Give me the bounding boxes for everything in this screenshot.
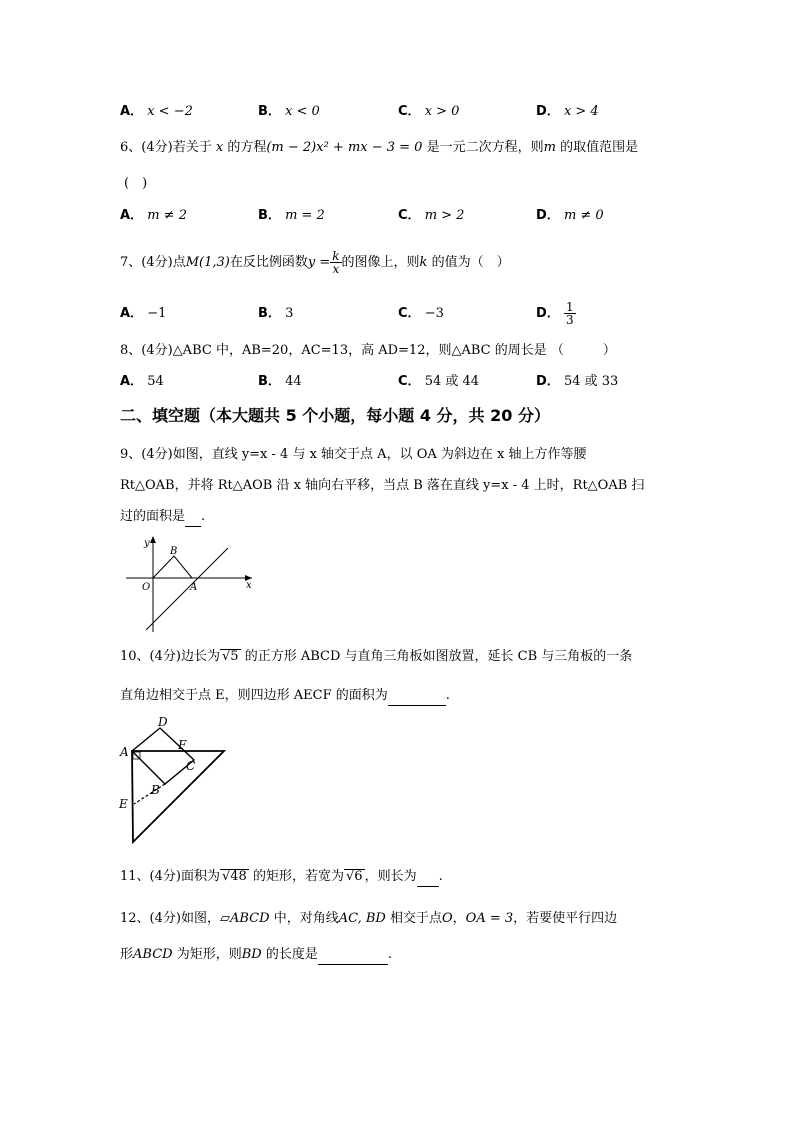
q9-y-arrow	[150, 536, 156, 543]
q11-sqrt-48: √48	[221, 869, 247, 884]
q10-label-f: F	[178, 738, 187, 752]
q12-answer-blank[interactable]	[318, 946, 388, 965]
q9-line3: 过的面积是 .	[120, 508, 205, 527]
q5-option-a: A． x < −2	[120, 104, 193, 119]
q9-figure	[120, 532, 260, 636]
q6-option-d: D． m ≠ 0	[536, 208, 604, 223]
q5-option-b: B． x < 0	[258, 104, 320, 119]
q10-label-b: B	[151, 783, 160, 797]
q9-label-o: O	[142, 582, 151, 593]
q10-label-a: A	[120, 745, 129, 759]
q5-option-c: C． x > 0	[398, 104, 460, 119]
q11-sqrt-6: √6	[345, 869, 363, 884]
q9-line1: 9、(4分)如图，直线 y=x - 4 与 x 轴交于点 A，以 OA 为斜边在 x 轴上方作等腰	[120, 447, 587, 462]
q10-line2: 直角边相交于点 E，则四边形 AECF 的面积为 .	[120, 687, 450, 706]
q8-option-c: C． 54 或 44	[398, 374, 480, 389]
q9-line-y-x-4	[146, 548, 228, 630]
q10-label-d: D	[158, 715, 168, 729]
q12-line1: 12、(4分)如图，▱ABCD 中，对角线AC, BD 相交于点O，OA = 3，若要使平行四边	[120, 911, 618, 926]
section-title: 二、填空题（本大题共 5 个小题，每小题 4 分，共 20 分）	[120, 406, 550, 425]
q10-sqrt: √5	[221, 649, 239, 664]
q10-label-c: C	[186, 759, 196, 773]
q6-option-a: A． m ≠ 2	[120, 208, 187, 223]
q8-option-a: A． 54	[120, 374, 164, 389]
q8-option-d: D． 54 或 33	[536, 374, 619, 389]
q10-square-abcd	[132, 728, 194, 784]
q7-option-b: B． 3	[258, 306, 294, 321]
q7-option-d: D． $\frac{1}{3}$	[536, 300, 574, 327]
q8-option-b: B． 44	[258, 374, 302, 389]
q6-option-c: C． m > 2	[398, 208, 465, 223]
q9-label-y: y	[144, 538, 150, 549]
q10-line1: 10、(4分)边长为 √5 的正方形 ABCD 与直角三角板如图放置，延长 CB 与三角板的一条	[120, 649, 633, 664]
q9-label-b: B	[170, 546, 178, 557]
q7-fraction: $\frac{k}{x}$	[332, 249, 340, 276]
q9-line2: Rt△OAB，并将 Rt△AOB 沿 x 轴向右平移，当点 B 落在直线 y=x - 4 上时，Rt△OAB 扫	[120, 478, 645, 493]
q7-d-fraction: $\frac{1}{3}$	[565, 300, 574, 327]
q7-stem: 7、(4分)点M(1,3)在反比例函数y = $\frac{k}{x}$ 的图像上，则k 的值为（ ）	[120, 249, 510, 276]
q9-label-x: x	[246, 580, 252, 591]
q5-option-d: D． x > 4	[536, 104, 599, 119]
q6-paren: ( )	[124, 176, 148, 191]
q10-segment-ac	[132, 751, 165, 784]
q11-answer-blank[interactable]	[417, 868, 439, 887]
q11-stem: 11、(4分)面积为 √48 的矩形，若宽为 √6 ，则长为 .	[120, 868, 443, 887]
q10-extension-cb	[134, 784, 165, 804]
q9-label-a: A	[190, 582, 198, 593]
q10-answer-blank[interactable]	[388, 687, 446, 706]
q10-figure	[118, 712, 228, 844]
q9-answer-blank[interactable]	[185, 508, 201, 527]
q8-stem: 8、(4分)△ABC 中，AB=20，AC=13，高 AD=12，则△ABC 的周长是 （ ）	[120, 343, 616, 358]
q12-line2: 形ABCD 为矩形，则BD 的长度是 .	[120, 946, 392, 965]
q10-label-e: E	[119, 797, 128, 811]
q7-option-c: C． −3	[398, 306, 444, 321]
q7-option-a: A． −1	[120, 306, 167, 321]
q6-stem: 6、(4分)若关于 x 的方程(m − 2)x² + mx − 3 = 0 是一元二次方程，则m 的取值范围是	[120, 140, 639, 155]
q6-option-b: B． m = 2	[258, 208, 325, 223]
q9-triangle-oab	[153, 556, 192, 578]
